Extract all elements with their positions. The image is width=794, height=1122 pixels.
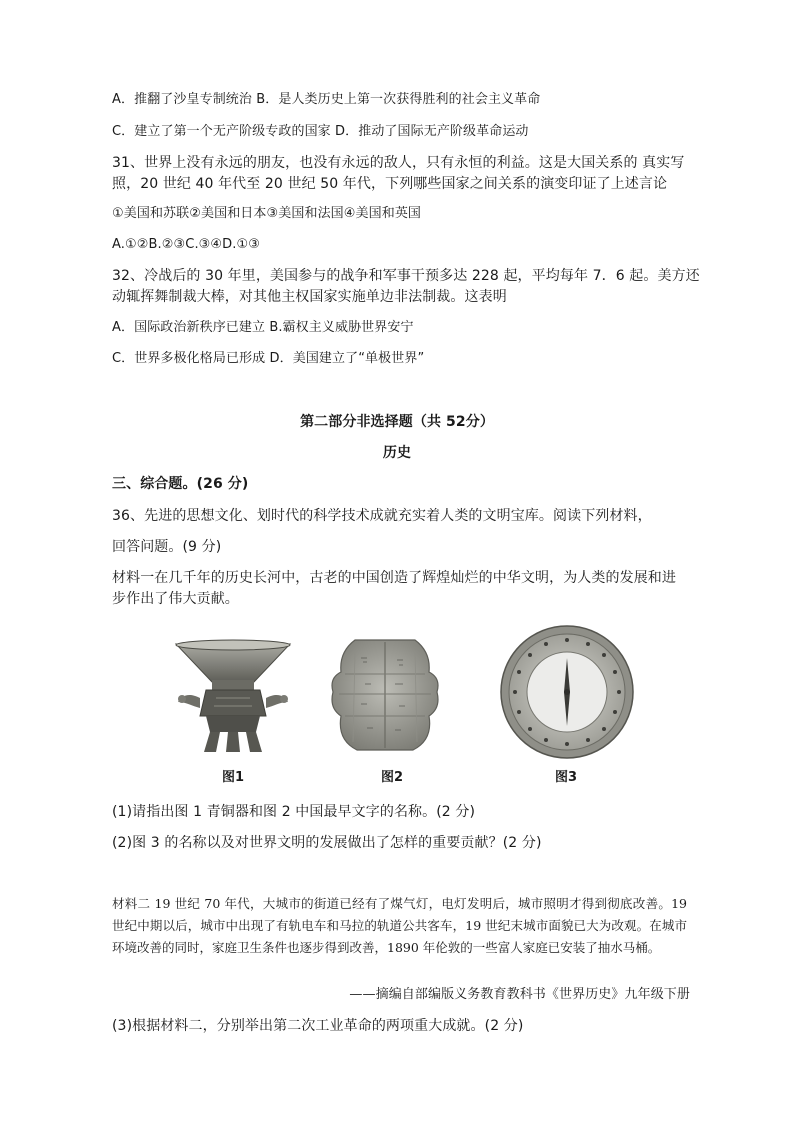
q36-sub3: (3)根据材料二，分别举出第二次工业革命的两项重大成就。(2 分): [112, 1018, 524, 1034]
q31-options: A.①②B.②③C.③④D.①③: [112, 237, 261, 252]
q32-options-ab: A．国际政治新秩序已建立 B.霸权主义威胁世界安宁: [112, 320, 414, 335]
part2-title: 第二部分非选择题（共 52分）: [300, 414, 494, 430]
section3-title: 三、综合题。(26 分): [112, 476, 249, 492]
oracle-turtle-shell-icon: [325, 632, 445, 758]
bronze-zun-vessel-icon: [158, 636, 308, 756]
q36-stem-line1: 36、先进的思想文化、划时代的科学技术成就充实着人类的文明宝库。阅读下列材料，: [112, 508, 652, 524]
q36-sub1: (1)请指出图 1 青铜器和图 2 中国最早文字的名称。(2 分): [112, 804, 476, 820]
q30-options-ab: A．推翻了沙皇专制统治 B．是人类历史上第一次获得胜利的社会主义革命: [112, 92, 541, 107]
material1-line1: 材料一在几千年的历史长河中，古老的中国创造了辉煌灿烂的中华文明，为人类的发展和进: [112, 570, 676, 586]
q31-stem-line1: 31、世界上没有永远的朋友，也没有永远的敌人，只有永恒的利益。这是大国关系的 真实写: [112, 155, 685, 171]
material1-line2: 步作出了伟大贡献。: [112, 591, 239, 607]
material2-paragraph: 材料二 19 世纪 70 年代，大城市的街道已经有了煤气灯，电灯发明后，城市照明才得到彻底改善。19 世纪中期以后，城市中出现了有轨电车和马拉的轨道公共客车，19 世纪末城市面貌已大为改观。在城市环境改善的同时，家庭卫生条件也逐步得到改善，1890 年伦敦的一些富人家庭已安装了抽水马桶。: [112, 896, 687, 955]
q31-items: ①美国和苏联②美国和日本③美国和法国④美国和英国: [112, 206, 422, 221]
q36-sub2: (2)图 3 的名称以及对世界文明的发展做出了怎样的重要贡献？(2 分): [112, 835, 542, 851]
material2-source: ——摘编自部编版义务教育教科书《世界历史》九年级下册: [349, 987, 690, 1002]
compass-sinan-icon: [496, 624, 638, 760]
figure1-caption: 图1: [221, 770, 245, 785]
q36-stem-line2: 回答问题。(9 分): [112, 539, 222, 555]
q30-options-cd: C．建立了第一个无产阶级专政的国家 D．推动了国际无产阶级革命运动: [112, 124, 529, 139]
q31-stem-line2: 照，20 世纪 40 年代至 20 世纪 50 年代，下列哪些国家之间关系的演变印证了上述言论: [112, 176, 668, 192]
subject-title: 历史: [382, 445, 412, 461]
figure3-caption: 图3: [554, 770, 578, 785]
q32-stem-line1: 32、冷战后的 30 年里，美国参与的战争和军事干预多达 228 起，平均每年 7．6 起。美方还: [112, 268, 700, 284]
q32-options-cd: C．世界多极化格局已形成 D．美国建立了“单极世界”: [112, 351, 425, 366]
figure2-caption: 图2: [380, 770, 404, 785]
q32-stem-line2: 动辄挥舞制裁大棒，对其他主权国家实施单边非法制裁。这表明: [112, 289, 507, 305]
